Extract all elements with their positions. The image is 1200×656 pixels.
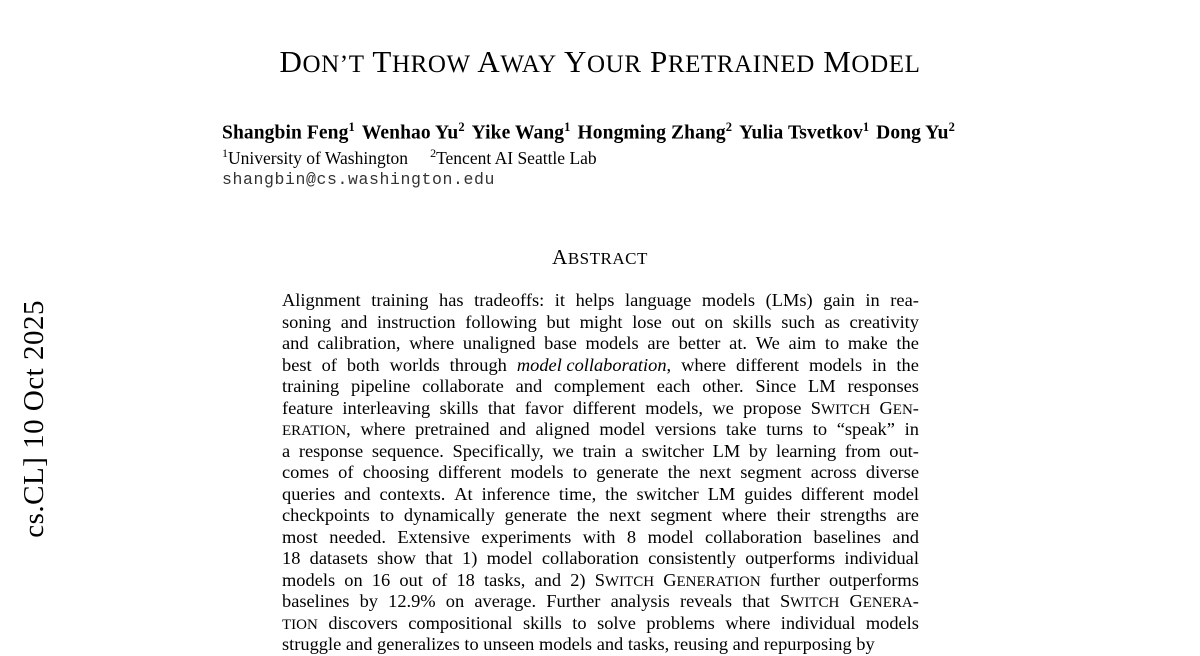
abstract-heading: ABSTRACT [552, 245, 648, 269]
contact-email: shangbin@cs.washington.edu [222, 170, 496, 189]
page-title: DON’T THROW AWAY YOUR PRETRAINED MODEL [279, 44, 921, 79]
affiliation-list: $^1$University of Washington $^2$Tencent AI Seattle Lab [222, 146, 597, 168]
arxiv-vertical-stamp: cs.CL] 10 Oct 2025 [18, 300, 50, 538]
author-list: Shangbin Feng$^1$ Wenhao Yu$^2$ Yike Wang$^1$ Hongming Zhang$^2$ Yulia Tsvetkov$^1$ Dong Yu$^2$ [222, 120, 955, 144]
abstract-body: Alignment training has tradeoffs: it helps language models (LMs) gain in rea- soning and instruction following but might lose out on skills such as creativity and calibration, where unaligned base models are better at. We aim to make the best of both worlds through model collaboration, where different models in the training pipeline collaborate and complement each other. Since LM responses feature interleaving skills that favor different models, we propose SWITCH GEN- ERATION, where pretrained and aligned model versions take turns to “speak” in a response sequence. Specifically, we train a switcher LM by learning from out- comes of choosing different models to generate the next segment across diverse queries and contexts. At inference time, the switcher LM guides different model checkpoints to dynamically generate the next segment where their strengths are most needed. Extensive experiments with 8 model collaboration baselines and 18 datasets show that 1) model collaboration consistently outperforms individual models on 16 out of 18 tasks, and 2) SWITCH GENERATION further outperforms baselines by 12.9% on average. Further analysis reveals that SWITCH GENERA- TION discovers compositional skills to solve problems where individual models struggle and generalizes to unseen models and tasks, reusing and repurposing by [282, 290, 919, 654]
